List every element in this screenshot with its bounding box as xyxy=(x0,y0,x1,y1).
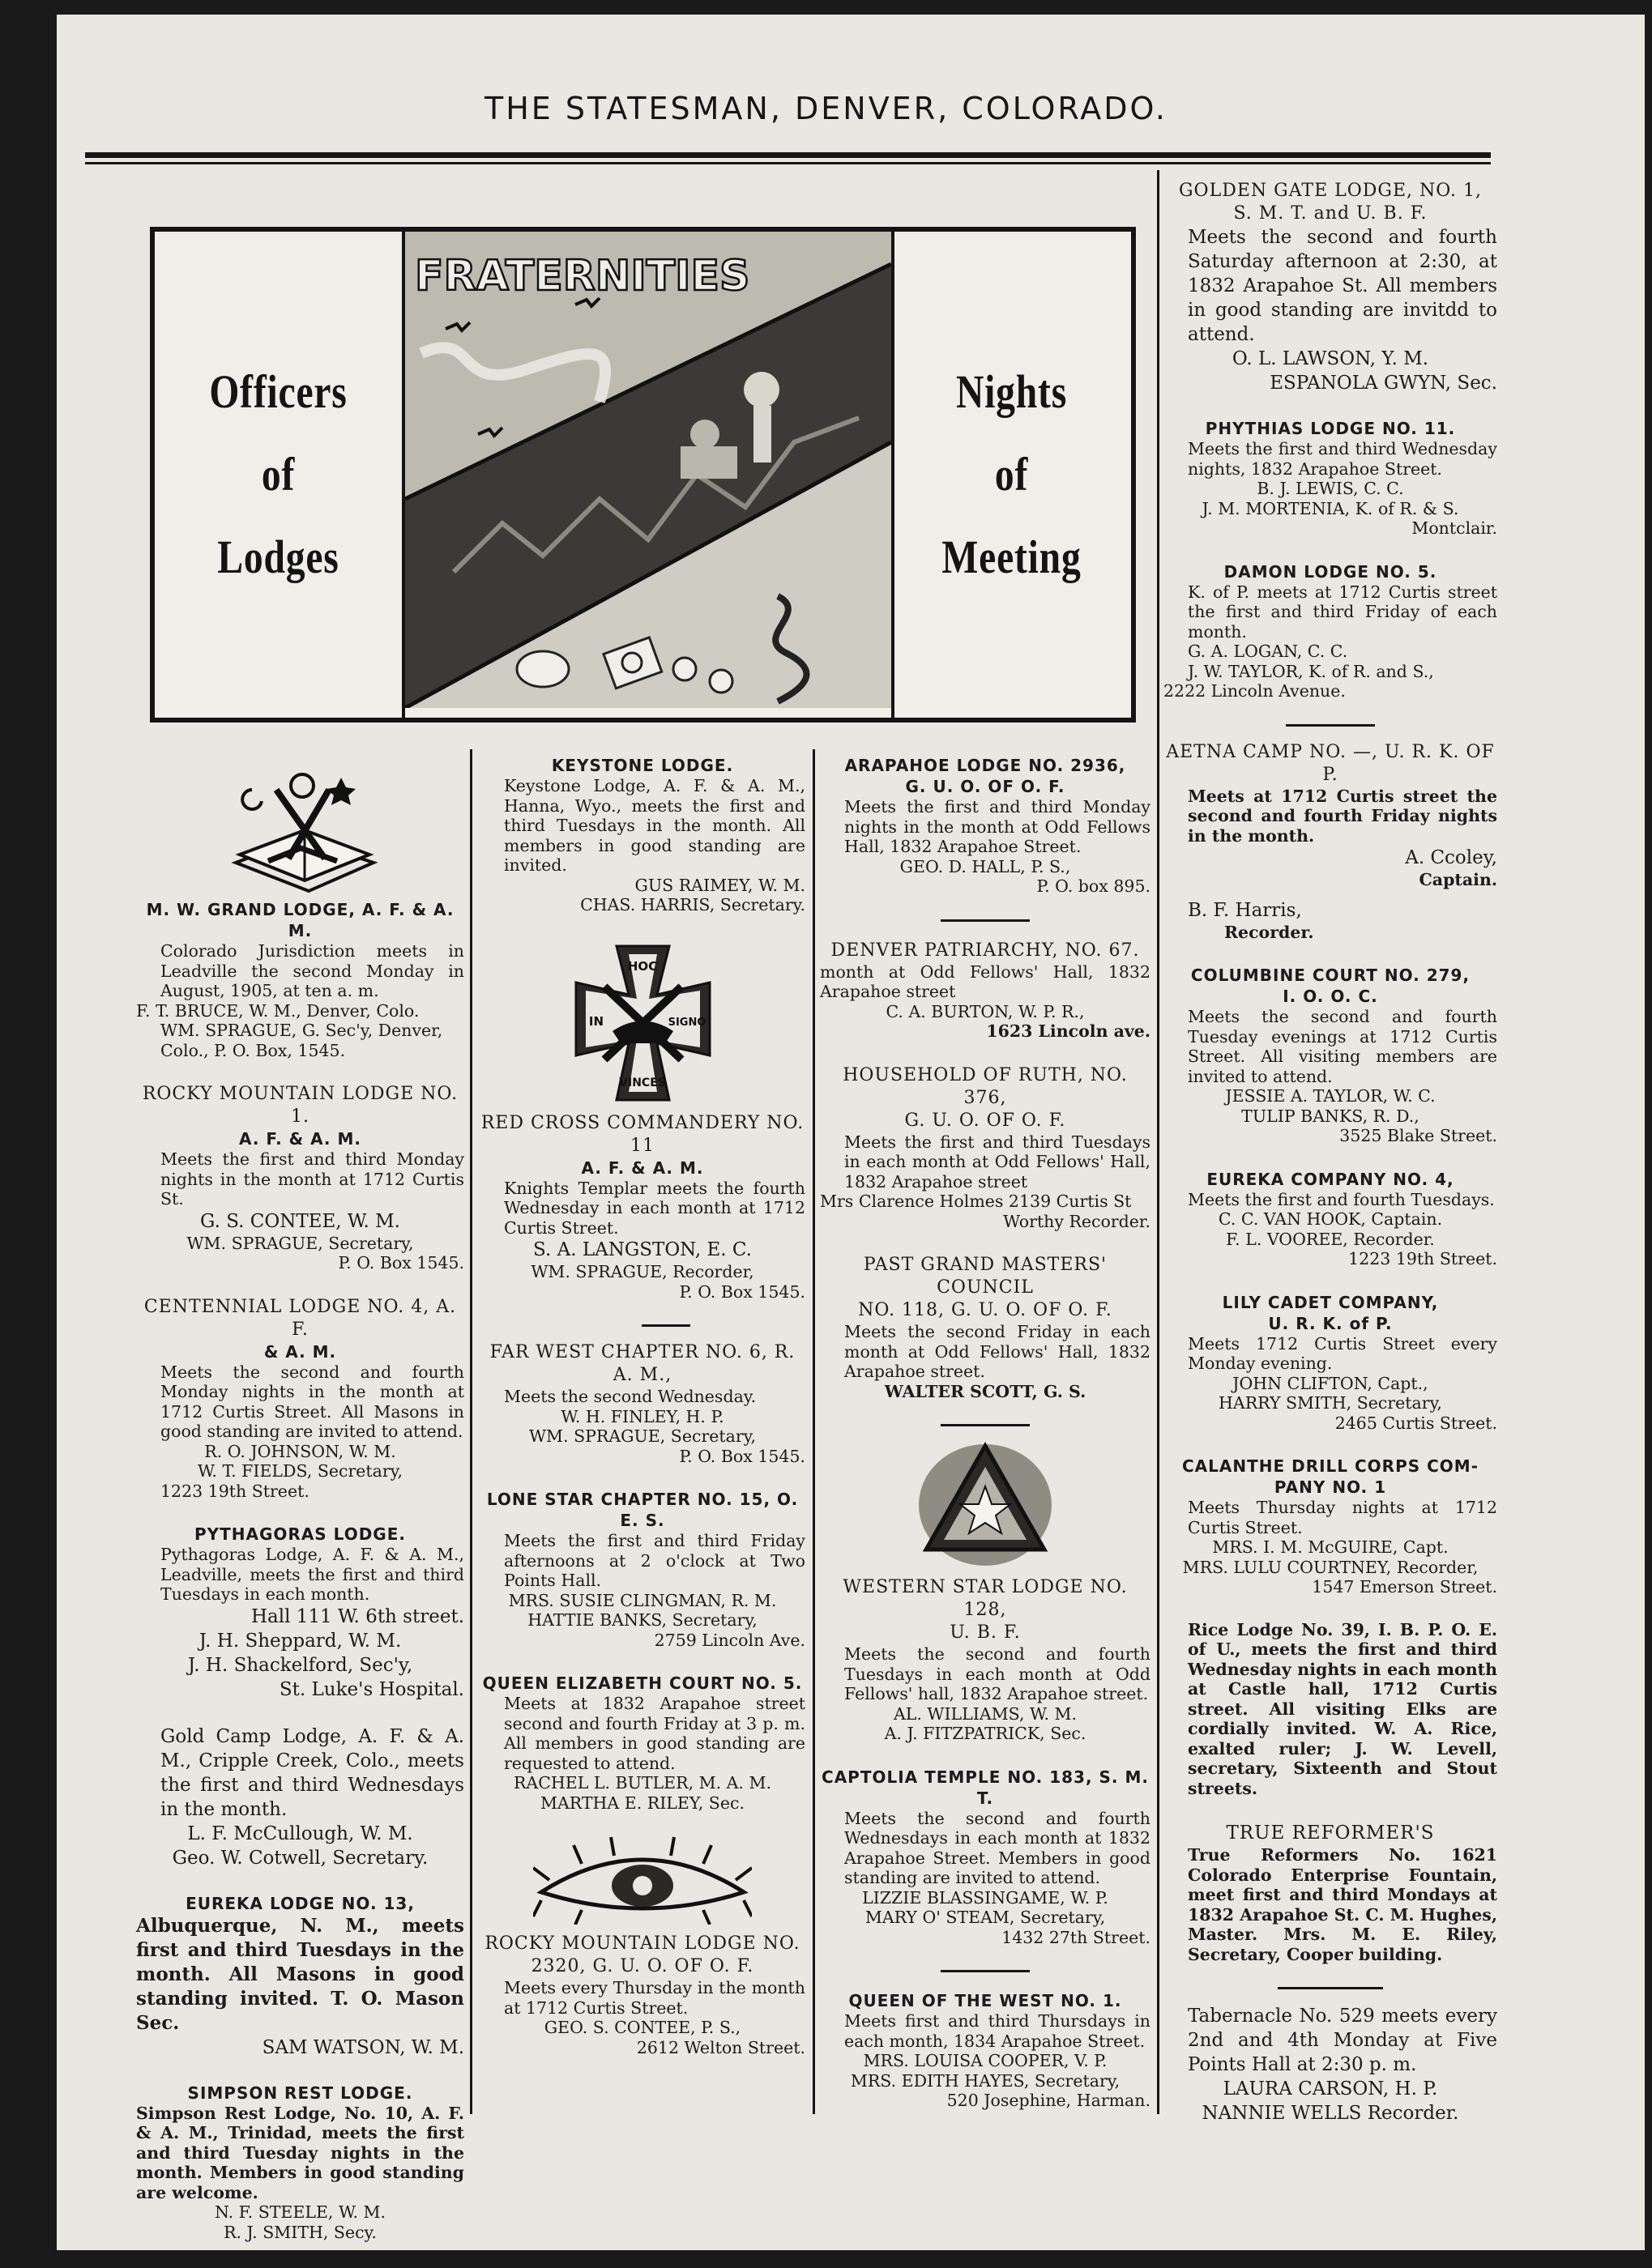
gold-camp-lodge-officer-2: Geo. W. Cotwell, Secretary. xyxy=(172,1847,429,1869)
centennial-lodge-officer-1: R. O. JOHNSON, W. M. xyxy=(204,1441,396,1461)
keystone-lodge-officer-1: GUS RAIMEY, W. M. xyxy=(634,875,805,895)
columbine-court-officer-1: JESSIE A. TAYLOR, W. C. xyxy=(1225,1086,1436,1106)
banner-right-line-3: Meeting xyxy=(941,531,1082,583)
banner-right-panel xyxy=(914,232,1110,718)
denver-patriarchy-body: month at Odd Fellows' Hall, 1832 Arapahoe street xyxy=(820,961,1150,1001)
rocky-mountain-lodge-2320-subheading: 2320, G. U. O. OF O. F. xyxy=(531,1956,754,1976)
pythagoras-lodge-officer-2: J. H. Shackelford, Sec'y, xyxy=(187,1654,413,1676)
gold-camp-lodge-officer-1: L. F. McCullough, W. M. xyxy=(187,1823,413,1844)
calanthe-drill-corps-address: 1547 Emerson Street. xyxy=(1312,1577,1497,1597)
golden-gate-lodge-officer-2: ESPANOLA GWYN, Sec. xyxy=(1270,373,1497,394)
eureka-company-officer-1: C. C. VAN HOOK, Captain. xyxy=(1218,1209,1443,1229)
separator xyxy=(1278,1987,1383,1989)
centennial-lodge-address: 1223 19th Street. xyxy=(160,1481,309,1501)
maltese-cross-emblem-icon xyxy=(556,938,730,1112)
rocky-mountain-lodge-2320-officer: GEO. S. CONTEE, P. S., xyxy=(544,2018,741,2037)
keystone-lodge-officer-2: CHAS. HARRIS, Secretary. xyxy=(580,895,805,914)
pythagoras-lodge-officer-1: J. H. Sheppard, W. M. xyxy=(198,1630,402,1652)
phythias-lodge-heading: PHYTHIAS LODGE NO. 11. xyxy=(1205,419,1456,438)
cross-word-signo: SIGNO xyxy=(668,1016,706,1029)
masthead-rule-thin xyxy=(85,162,1491,164)
denver-patriarchy-officer: C. A. BURTON, W. P. R., xyxy=(886,1001,1085,1021)
column-4 xyxy=(1163,180,1497,2148)
eureka-lodge-heading: EUREKA LODGE NO. 13, xyxy=(186,1893,415,1913)
past-grand-masters-council-body: Meets the second Friday in each month at Odd Fellows' Hall, 1832 Arapahoe street. xyxy=(844,1322,1150,1381)
calanthe-drill-corps-subheading: PANY NO. 1 xyxy=(1274,1477,1387,1497)
denver-patriarchy-heading: DENVER PATRIARCHY, NO. 67. xyxy=(830,940,1140,961)
captolia-temple-officer-2: MARY O' STEAM, Secretary, xyxy=(864,1908,1106,1927)
household-of-ruth-title: Worthy Recorder. xyxy=(1003,1211,1150,1231)
rocky-mountain-lodge-subheading: A. F. & A. M. xyxy=(238,1129,361,1149)
arapahoe-lodge-officer: GEO. D. HALL, P. S., xyxy=(899,856,1071,876)
far-west-chapter-body: Meets the second Wednesday. xyxy=(504,1387,757,1406)
fraternities-illustration xyxy=(405,232,891,708)
eureka-lodge-body: Albuquerque, N. M., meets first and third Tuesdays in the month. All Masons in good standing invited. T. O. Mason Sec. xyxy=(136,1914,464,2034)
western-star-lodge-subheading: U. B. F. xyxy=(950,1622,1021,1643)
calanthe-drill-corps-heading: CALANTHE DRILL CORPS COM- xyxy=(1181,1456,1479,1476)
banner-center-title: FRATERNITIES xyxy=(415,252,750,301)
columbine-court-heading: COLUMBINE COURT NO. 279, xyxy=(1190,966,1471,985)
separator xyxy=(941,919,1030,922)
m-w-grand-lodge-heading: M. W. GRAND LODGE, A. F. & A. M. xyxy=(146,900,455,940)
queen-elizabeth-court-heading: QUEEN ELIZABETH COURT NO. 5. xyxy=(482,1673,803,1693)
damon-lodge-officer-2: J. W. TAYLOR, K. of R. and S., xyxy=(1188,661,1434,681)
banner-left-line-1: Officers xyxy=(209,365,348,418)
queen-elizabeth-court-officer-1: RACHEL L. BUTLER, M. A. M. xyxy=(514,1773,771,1793)
far-west-chapter-address: P. O. Box 1545. xyxy=(679,1446,805,1466)
simpson-rest-lodge-officer-1: N. F. STEELE, W. M. xyxy=(214,2202,386,2222)
calanthe-drill-corps-officer-2: MRS. LULU COURTNEY, Recorder, xyxy=(1182,1557,1479,1577)
arapahoe-lodge-address: P. O. box 895. xyxy=(1036,876,1150,896)
eureka-company-body: Meets the first and fourth Tuesdays. xyxy=(1188,1189,1495,1209)
lily-cadet-company-officer-2: HARRY SMITH, Secretary, xyxy=(1219,1393,1442,1413)
red-cross-commandery-address: P. O. Box 1545. xyxy=(679,1281,805,1302)
household-of-ruth-body: Meets the first and third Tuesdays in each month at Odd Fellows' Hall, 1832 Arapahoe street xyxy=(844,1132,1150,1192)
damon-lodge-heading: DAMON LODGE NO. 5. xyxy=(1223,561,1437,582)
cross-word-hoc: HOC xyxy=(627,958,657,974)
aetna-camp-captain-title: Captain. xyxy=(1419,870,1497,889)
lily-cadet-company-officer-1: JOHN CLIFTON, Capt., xyxy=(1232,1373,1428,1393)
m-w-grand-lodge-body: Colorado Jurisdiction meets in Leadville the second Monday in August, 1905, at ten a. m. xyxy=(160,941,464,1000)
western-star-lodge-officer-1: AL. WILLIAMS, W. M. xyxy=(893,1703,1078,1724)
pythagoras-lodge-hall: Hall 111 W. 6th street. xyxy=(250,1605,464,1627)
columbine-court-address: 3525 Blake Street. xyxy=(1339,1126,1497,1145)
eureka-company-officer-2: F. L. VOOREE, Recorder. xyxy=(1226,1229,1435,1249)
pythagoras-lodge-body: Pythagoras Lodge, A. F. & A. M., Leadville, meets the first and third Tuesdays in each month. xyxy=(160,1545,464,1604)
queen-elizabeth-court-body: Meets at 1832 Arapahoe street second and fourth Friday at 3 p. m. All members in good standing are requested to attend. xyxy=(504,1694,805,1773)
pythagoras-lodge-heading: PYTHAGORAS LODGE. xyxy=(194,1524,406,1544)
masthead-rule-thick xyxy=(85,152,1491,158)
column-2 xyxy=(480,755,805,2080)
damon-lodge-officer-1: G. A. LOGAN, C. C. xyxy=(1188,642,1348,661)
gold-camp-lodge-body: Gold Camp Lodge, A. F. & A. M., Cripple Creek, Colo., meets the first and third Wednesdays in the month. xyxy=(160,1725,464,1820)
lone-star-chapter-officer-2: HATTIE BANKS, Secretary, xyxy=(527,1610,758,1630)
banner-left-line-3: Lodges xyxy=(217,531,339,583)
arapahoe-lodge-heading: ARAPAHOE LODGE NO. 2936, xyxy=(844,756,1126,775)
red-cross-commandery-number: 11 xyxy=(630,1135,655,1156)
banner-right-line-1: Nights xyxy=(955,365,1068,418)
phythias-lodge-town: Montclair. xyxy=(1411,518,1497,538)
rocky-mountain-lodge-heading: ROCKY MOUNTAIN LODGE NO. 1. xyxy=(142,1084,459,1127)
star-triangle-emblem-icon xyxy=(915,1436,1057,1570)
cross-word-in: IN xyxy=(588,1013,604,1029)
column-3 xyxy=(820,755,1150,2134)
banner-illustration xyxy=(402,232,894,718)
column-rule-3 xyxy=(1157,170,1159,2114)
western-star-lodge-officer-2: A. J. FITZPATRICK, Sec. xyxy=(884,1724,1086,1743)
columbine-court-body: Meets the second and fourth Tuesday evenings at 1712 Curtis Street. All visiting members are invited to attend. xyxy=(1188,1007,1497,1086)
true-reformers-body: True Reformers No. 1621 Colorado Enterprise Fountain, meet first and third Mondays at 1832 Arapahoe St. C. M. Hughes, Master. Mrs. M. E. Riley, Secretary, Cooper building. xyxy=(1188,1845,1497,1964)
golden-gate-lodge-body: Meets the second and fourth Saturday afternoon at 2:30, at 1832 Arapahoe St. All members in good standing are invitdd to attend. xyxy=(1188,227,1497,345)
red-cross-commandery-officer-1: S. A. LANGSTON, E. C. xyxy=(533,1239,752,1260)
tabernacle-officer-2: NANNIE WELLS Recorder. xyxy=(1202,2103,1459,2124)
rocky-mountain-lodge-2320-body: Meets every Thursday in the month at 1712 Curtis Street. xyxy=(504,1978,805,2018)
lily-cadet-company-body: Meets 1712 Curtis Street every Monday evening. xyxy=(1188,1333,1497,1373)
queen-of-the-west-officer-1: MRS. LOUISA COOPER, V. P. xyxy=(863,2051,1108,2070)
far-west-chapter-officer-1: W. H. FINLEY, H. P. xyxy=(561,1406,724,1426)
damon-lodge-address: 2222 Lincoln Avenue. xyxy=(1163,681,1346,701)
rocky-mountain-lodge-officer-2: WM. SPRAGUE, Secretary, xyxy=(186,1233,414,1253)
centennial-lodge-subheading: & A. M. xyxy=(263,1341,337,1362)
queen-of-the-west-heading: QUEEN OF THE WEST NO. 1. xyxy=(848,1991,1122,2010)
centennial-lodge-heading: CENTENNIAL LODGE NO. 4, A. F. xyxy=(143,1296,457,1340)
calanthe-drill-corps-officer-1: MRS. I. M. McGUIRE, Capt. xyxy=(1212,1537,1449,1557)
arapahoe-lodge-body: Meets the first and third Monday nights in the month at Odd Fellows Hall, 1832 Arapahoe Street. xyxy=(844,797,1150,856)
damon-lodge-body: K. of P. meets at 1712 Curtis street the first and third Friday of each month. xyxy=(1188,582,1497,642)
banner-right-line-2: of xyxy=(994,448,1029,501)
banner-left-line-2: of xyxy=(261,448,296,501)
true-reformers-heading: TRUE REFORMER'S xyxy=(1226,1823,1435,1844)
centennial-lodge-body: Meets the second and fourth Monday nights in the month at 1712 Curtis Street. All Masons in good standing are invited to attend. xyxy=(160,1362,464,1441)
aetna-camp-recorder-title: Recorder. xyxy=(1224,922,1314,942)
golden-gate-lodge-heading: GOLDEN GATE LODGE, NO. 1, xyxy=(1178,181,1483,201)
red-cross-commandery-heading: RED CROSS COMMANDERY NO. xyxy=(480,1112,805,1133)
phythias-lodge-officer-2: J. M. MORTENIA, K. of R. & S. xyxy=(1202,498,1459,518)
eureka-company-heading: EUREKA COMPANY NO. 4, xyxy=(1206,1169,1454,1189)
fraternities-banner xyxy=(150,227,1136,723)
lone-star-chapter-heading: LONE STAR CHAPTER NO. 15, O. E. S. xyxy=(486,1490,799,1530)
captolia-temple-address: 1432 27th Street. xyxy=(1001,1927,1150,1947)
all-seeing-eye-icon xyxy=(533,1835,752,1925)
western-star-lodge-heading: WESTERN STAR LODGE NO. 128, xyxy=(843,1577,1128,1620)
tabernacle-officer-1: LAURA CARSON, H. P. xyxy=(1223,2078,1438,2100)
phythias-lodge-body: Meets the first and third Wednesday nights, 1832 Arapahoe Street. xyxy=(1188,439,1497,479)
calanthe-drill-corps-body: Meets Thursday nights at 1712 Curtis Street. xyxy=(1188,1498,1497,1537)
past-grand-masters-council-officer: WALTER SCOTT, G. S. xyxy=(884,1381,1086,1401)
cross-word-vinces: VINCES xyxy=(618,1076,666,1089)
bible-square-compass-icon xyxy=(220,757,382,899)
queen-of-the-west-body: Meets first and third Thursdays in each month, 1834 Arapahoe Street. xyxy=(844,2011,1150,2051)
phythias-lodge-officer-1: B. J. LEWIS, C. C. xyxy=(1257,479,1404,498)
column-1 xyxy=(136,757,464,2265)
columbine-court-subheading: I. O. O. C. xyxy=(1283,987,1378,1006)
centennial-lodge-officer-2: W. T. FIELDS, Secretary, xyxy=(197,1461,403,1481)
tabernacle-body: Tabernacle No. 529 meets every 2nd and 4th Monday at Five Points Hall at 2:30 p. m. xyxy=(1188,2006,1497,2075)
separator xyxy=(941,1970,1030,1972)
red-cross-commandery-officer-2: WM. SPRAGUE, Recorder, xyxy=(531,1262,754,1281)
far-west-chapter-officer-2: WM. SPRAGUE, Secretary, xyxy=(528,1426,757,1446)
column-rule-2 xyxy=(813,749,815,2114)
separator xyxy=(941,1424,1030,1426)
household-of-ruth-heading: HOUSEHOLD OF RUTH, NO. 376, xyxy=(843,1064,1128,1108)
captolia-temple-officer-1: LIZZIE BLASSINGAME, W. P. xyxy=(862,1887,1108,1908)
aetna-camp-recorder-name: B. F. Harris, xyxy=(1188,899,1302,921)
queen-elizabeth-court-officer-2: MARTHA E. RILEY, Sec. xyxy=(540,1793,745,1813)
rocky-mountain-lodge-2320-heading: ROCKY MOUNTAIN LODGE NO. xyxy=(485,1933,800,1954)
aetna-camp-heading: AETNA CAMP NO. —, U. R. K. OF P. xyxy=(1166,741,1495,785)
m-w-grand-lodge-officer-1: F. T. BRUCE, W. M., Denver, Colo. xyxy=(136,1000,420,1021)
rocky-mountain-lodge-officer-1: G. S. CONTEE, W. M. xyxy=(200,1210,400,1232)
rice-lodge-body: Rice Lodge No. 39, I. B. P. O. E. of U., meets the first and third Wednesday nights in each month at Castle hall, 1712 Curtis street. All visiting Elks are cordially invited. W. A. Rice, exalted ruler; J. W. Levell, secretary, Sixteenth and Stout streets. xyxy=(1188,1619,1497,1798)
western-star-lodge-body: Meets the second and fourth Tuesdays in each month at Odd Fellows' hall, 1832 Arapahoe street. xyxy=(844,1644,1150,1703)
golden-gate-lodge-officer-1: O. L. LAWSON, Y. M. xyxy=(1232,348,1429,369)
keystone-lodge-body: Keystone Lodge, A. F. & A. M., Hanna, Wyo., meets the first and third Tuesdays in the month. All members in good standing are invited. xyxy=(504,776,805,875)
past-grand-masters-council-subheading: NO. 118, G. U. O. OF O. F. xyxy=(858,1300,1112,1320)
aetna-camp-captain-name: A. Ccoley, xyxy=(1405,847,1497,868)
lone-star-chapter-officer-1: MRS. SUSIE CLINGMAN, R. M. xyxy=(508,1590,777,1610)
simpson-rest-lodge-body: Simpson Rest Lodge, No. 10, A. F. & A. M., Trinidad, meets the first and third Tuesday nights in the month. Members in good standing are welcome. xyxy=(136,2103,464,2202)
eureka-company-address: 1223 19th Street. xyxy=(1348,1249,1497,1268)
lily-cadet-company-heading: LILY CADET COMPANY, xyxy=(1222,1292,1439,1312)
captolia-temple-body: Meets the second and fourth Wednesdays in each month at 1832 Arapahoe Street. Members in good standing are invited to attend. xyxy=(844,1808,1150,1887)
far-west-chapter-heading: FAR WEST CHAPTER NO. 6, R. A. M., xyxy=(489,1342,796,1385)
separator xyxy=(642,1324,690,1327)
column-rule-1 xyxy=(470,749,472,2114)
rocky-mountain-lodge-body: Meets the first and third Monday nights in the month at 1712 Curtis St. xyxy=(160,1149,464,1209)
lily-cadet-company-subheading: U. R. K. of P. xyxy=(1268,1313,1393,1333)
red-cross-commandery-body: Knights Templar meets the fourth Wednesday in each month at 1712 Curtis Street. xyxy=(504,1178,805,1238)
queen-of-the-west-officer-2: MRS. EDITH HAYES, Secretary, xyxy=(850,2070,1121,2091)
aetna-camp-body: Meets at 1712 Curtis street the second and fourth Friday nights in the month. xyxy=(1188,786,1497,846)
lily-cadet-company-address: 2465 Curtis Street. xyxy=(1334,1413,1497,1433)
household-of-ruth-officer: Mrs Clarence Holmes 2139 Curtis St xyxy=(820,1192,1132,1211)
banner-left-panel xyxy=(177,232,379,718)
rocky-mountain-lodge-2320-address: 2612 Welton Street. xyxy=(636,2037,805,2057)
past-grand-masters-council-heading: PAST GRAND MASTERS' COUNCIL xyxy=(863,1255,1108,1298)
keystone-lodge-heading: KEYSTONE LODGE. xyxy=(551,756,734,775)
denver-patriarchy-address: 1623 Lincoln ave. xyxy=(986,1021,1150,1041)
columbine-court-officer-2: TULIP BANKS, R. D., xyxy=(1241,1106,1419,1126)
pythagoras-lodge-address: St. Luke's Hospital. xyxy=(279,1678,464,1700)
separator xyxy=(1286,724,1375,727)
golden-gate-lodge-subheading: S. M. T. and U. B. F. xyxy=(1233,203,1428,224)
queen-of-the-west-address: 520 Josephine, Harman. xyxy=(946,2091,1150,2110)
masthead: THE STATESMAN, DENVER, COLORADO. xyxy=(484,91,1167,126)
simpson-rest-lodge-heading: SIMPSON REST LODGE. xyxy=(187,2083,413,2103)
eureka-lodge-officer: SAM WATSON, W. M. xyxy=(262,2036,464,2058)
lone-star-chapter-body: Meets the first and third Friday afternoons at 2 o'clock at Two Points Hall. xyxy=(504,1531,805,1590)
rocky-mountain-lodge-address: P. O. Box 1545. xyxy=(338,1253,464,1273)
simpson-rest-lodge-officer-2: R. J. SMITH, Secy. xyxy=(224,2222,377,2242)
arapahoe-lodge-subheading: G. U. O. OF O. F. xyxy=(905,777,1065,796)
household-of-ruth-subheading: G. U. O. OF O. F. xyxy=(904,1110,1066,1131)
lone-star-chapter-address: 2759 Lincoln Ave. xyxy=(654,1630,805,1650)
m-w-grand-lodge-officer-2: WM. SPRAGUE, G. Sec'y, Denver, Colo., P. O. Box, 1545. xyxy=(160,1021,443,1060)
red-cross-commandery-subheading: A. F. & A. M. xyxy=(581,1157,704,1178)
captolia-temple-heading: CAPTOLIA TEMPLE NO. 183, S. M. T. xyxy=(822,1767,1149,1808)
